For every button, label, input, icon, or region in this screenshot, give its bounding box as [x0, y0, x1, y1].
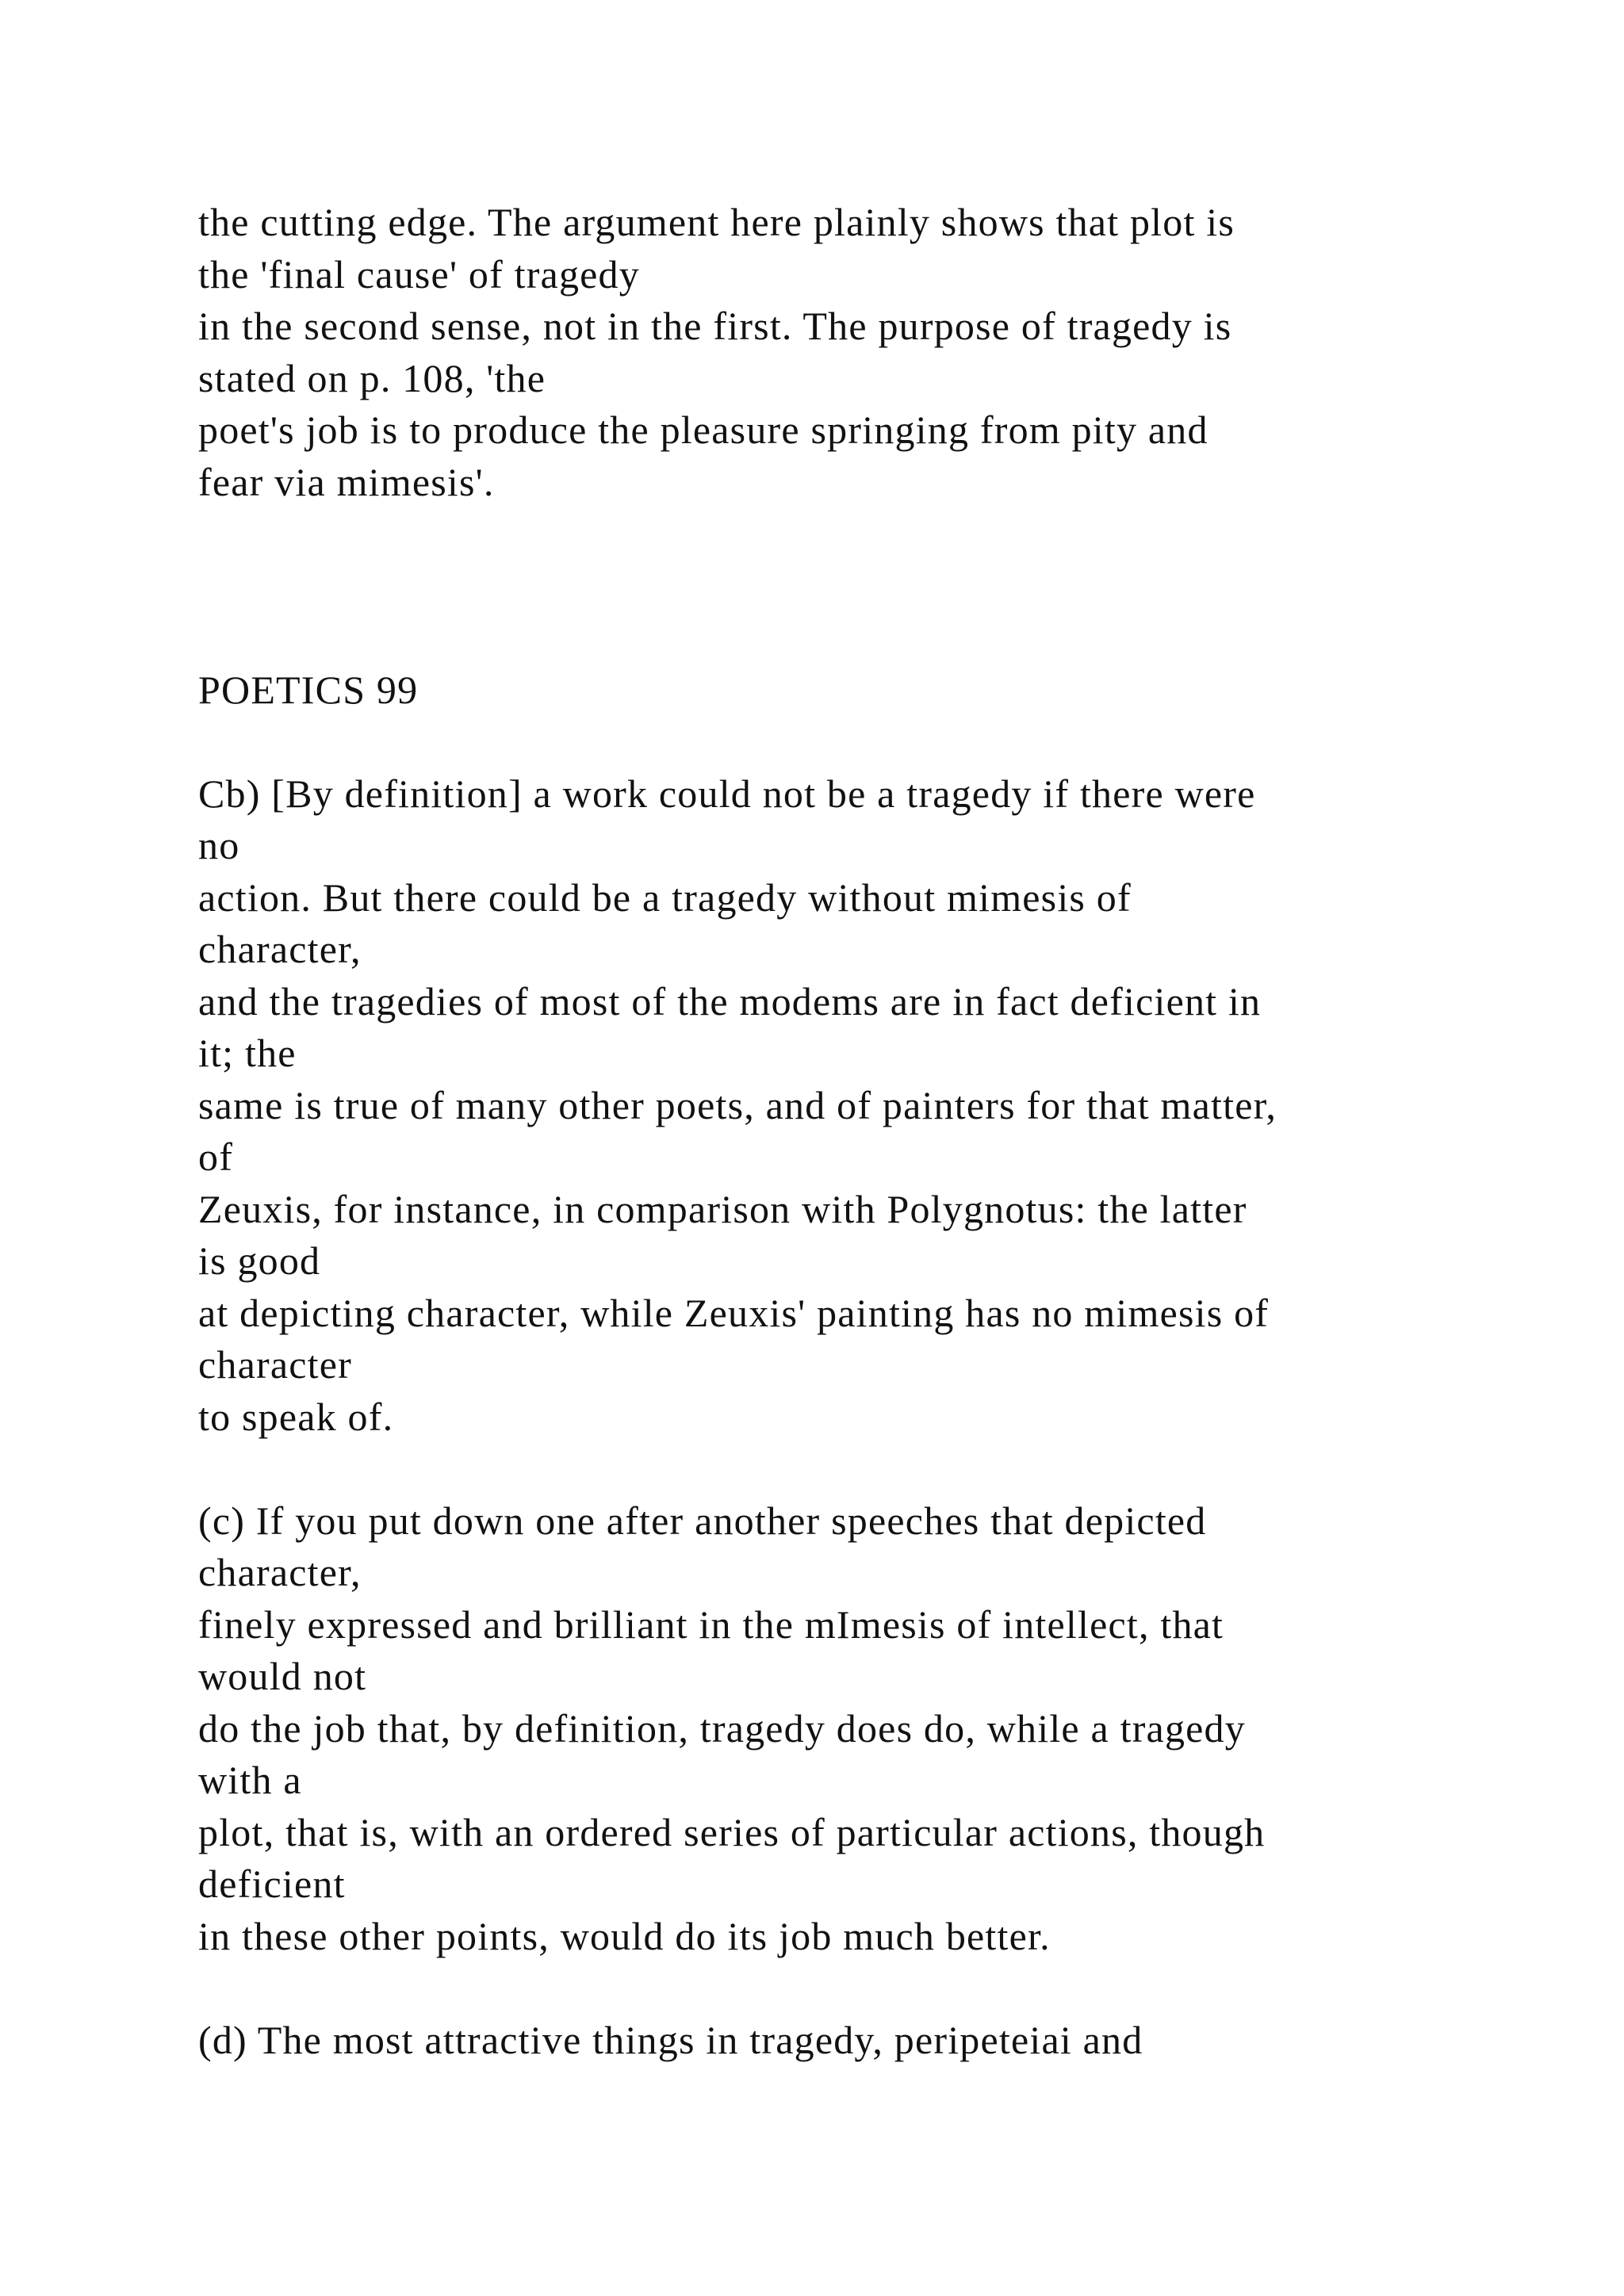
blank-line	[198, 1962, 1594, 2015]
text-line: deficient	[198, 1862, 346, 1906]
text-line: it; the	[198, 1031, 297, 1075]
text-line: Cb) [By definition] a work could not be a tragedy if there were	[198, 771, 1256, 816]
text-line: fear via mimesis'.	[198, 459, 495, 504]
text-line: stated on p. 108, 'the	[198, 355, 546, 400]
text-line: in these other points, would do its job much better.	[198, 1913, 1051, 1958]
body-text	[198, 197, 1594, 2066]
text-line: the cutting edge. The argument here plainly shows that plot is	[198, 200, 1235, 244]
text-line: Zeuxis, for instance, in comparison with Polygnotus: the latter	[198, 1186, 1247, 1231]
blank-line	[198, 716, 1594, 768]
text-line: is good	[198, 1238, 321, 1283]
blank-line	[198, 508, 1594, 561]
blank-line	[198, 612, 1594, 664]
text-line: plot, that is, with an ordered series of particular actions, though	[198, 1809, 1266, 1854]
text-line: action. But there could be a tragedy without mimesis of	[198, 874, 1132, 920]
text-line: the 'final cause' of tragedy	[198, 251, 640, 297]
text-line: (d) The most attractive things in tragedy, peripeteiai and	[198, 2017, 1143, 2062]
text-line: in the second sense, not in the first. The purpose of tragedy is	[198, 304, 1232, 348]
text-line: with a	[198, 1758, 302, 1802]
text-line: character,	[198, 1550, 362, 1594]
text-line: of	[198, 1135, 234, 1179]
text-line: to speak of.	[198, 1394, 394, 1439]
blank-line	[198, 561, 1594, 613]
blank-line	[198, 1443, 1594, 1495]
text-line: character	[198, 1342, 352, 1387]
text-line: and the tragedies of most of the modems are in fact deficient in	[198, 978, 1262, 1024]
text-line: character,	[198, 927, 362, 971]
text-line: finely expressed and brilliant in the mImesis of intellect, that	[198, 1601, 1224, 1647]
text-line: would not	[198, 1654, 367, 1698]
text-line: at depicting character, while Zeuxis' painting has no mimesis of	[198, 1290, 1270, 1335]
text-line: (c) If you put down one after another speeches that depicted	[198, 1498, 1207, 1543]
text-line: do the job that, by definition, tragedy does do, while a tragedy	[198, 1705, 1246, 1751]
text-line: no	[198, 823, 240, 867]
text-line: poet's job is to produce the pleasure springing from pity and	[198, 408, 1208, 452]
text-line: same is true of many other poets, and of painters for that matter,	[198, 1082, 1277, 1127]
page-heading: POETICS 99	[198, 667, 419, 712]
